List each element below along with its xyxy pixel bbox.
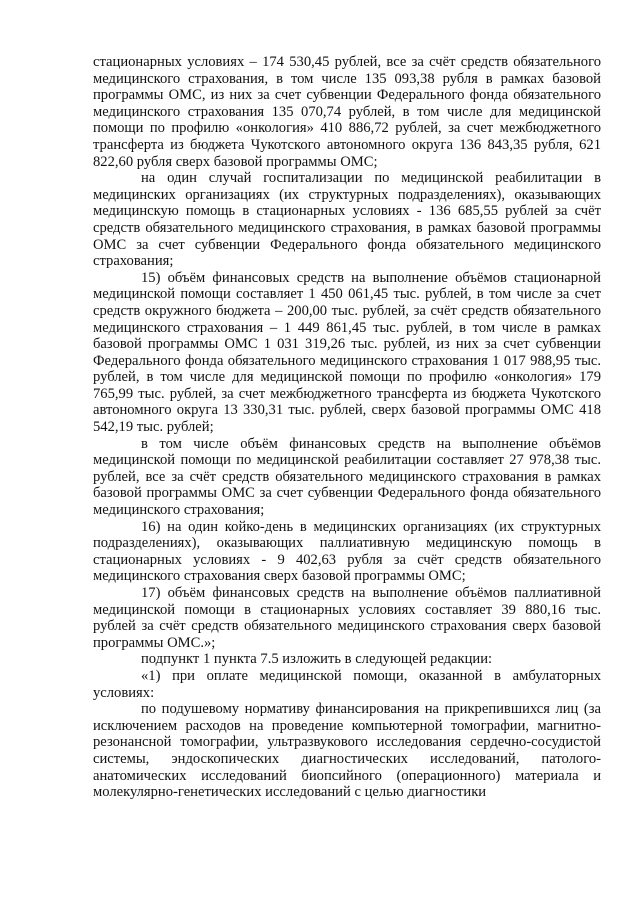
- paragraph-subpoint-instruction: подпункт 1 пункта 7.5 изложить в следующей редакции:: [141, 651, 493, 668]
- paragraph-item-15: 15) объём финансовых средств на выполнение объёмов стационарной медицинской помощи составляет 1 450 061,45 тыс. рублей, в том числе за счет средств окружного бюджета – 200,00 тыс. рублей, за счёт средств обязательного медицинского страхования – 1 449 861,45 тыс. рублей, в том числе в рамках базовой программы ОМС 1 031 319,26 тыс. рублей, из них за счет субвенции Федерального фонда обязательного медицинского страхования 1 017 988,95 тыс. рублей, в том числе для медицинской помощи по профилю «онкология» 179 765,99 тыс. рублей, за счет межбюджетного трансферта из бюджета Чукотского автономного округа 13 330,31 тыс. рублей, сверх базовой программы ОМС 418 542,19 тыс. рублей;: [93, 269, 601, 436]
- paragraph-rehabilitation-case: на один случай госпитализации по медицинской реабилитации в медицинских организациях (их структурных подразделениях), оказывающих медицинскую помощь в стационарных условиях - 136 685,55 рублей за счёт средств обязательного медицинского страхования, в рамках базовой программы ОМС за счет субвенции Федерального фонда обязательного медицинского страхования;: [93, 170, 601, 270]
- paragraph-per-capita-norm: по подушевому нормативу финансирования на прикрепившихся лиц (за исключением расходов на проведение компьютерной томографии, магнитно-резонансной томографии, ультразвукового исследования сердечно-сосудистой системы, эндоскопических диагностических исследований, патолого-анатомических исследований биопсийного (операционного) материала и молекулярно-генетических исследований с целью диагностики: [93, 701, 601, 801]
- document-page: [93, 54, 601, 801]
- paragraph-item-17: 17) объём финансовых средств на выполнение объёмов паллиативной медицинской помощи в стационарных условиях составляет 39 880,16 тыс. рублей за счёт средств обязательного медицинского страхования сверх базовой программы ОМС.»;: [93, 585, 601, 651]
- paragraph-inpatient-costs: стационарных условиях – 174 530,45 рублей, все за счёт средств обязательного медицинского страхования, в том числе 135 093,38 рубля в рамках базовой программы ОМС, из них за счет субвенции Федерального фонда обязательного медицинского страхования 135 070,74 рублей, в том числе для медицинской помощи по профилю «онкология» 410 886,72 рублей, за счет межбюджетного трансферта из бюджета Чукотского автономного округа 136 843,35 рубля, 621 822,60 рубля сверх базовой программы ОМС;: [93, 54, 601, 170]
- paragraph-rehabilitation-volume: в том числе объём финансовых средств на выполнение объёмов медицинской помощи по медицинской реабилитации составляет 27 978,38 тыс. рублей, все за счёт средств обязательного медицинского страхования в рамках базовой программы ОМС за счет субвенции Федерального фонда обязательного медицинского страхования;: [93, 435, 601, 519]
- paragraph-outpatient-payment: «1) при оплате медицинской помощи, оказанной в амбулаторных условиях:: [93, 667, 601, 701]
- paragraph-item-16: 16) на один койко-день в медицинских организациях (их структурных подразделениях), оказывающих паллиативную медицинскую помощь в стационарных условиях - 9 402,63 рубля за счёт средств обязательного медицинского страхования сверх базовой программы ОМС;: [93, 518, 601, 585]
